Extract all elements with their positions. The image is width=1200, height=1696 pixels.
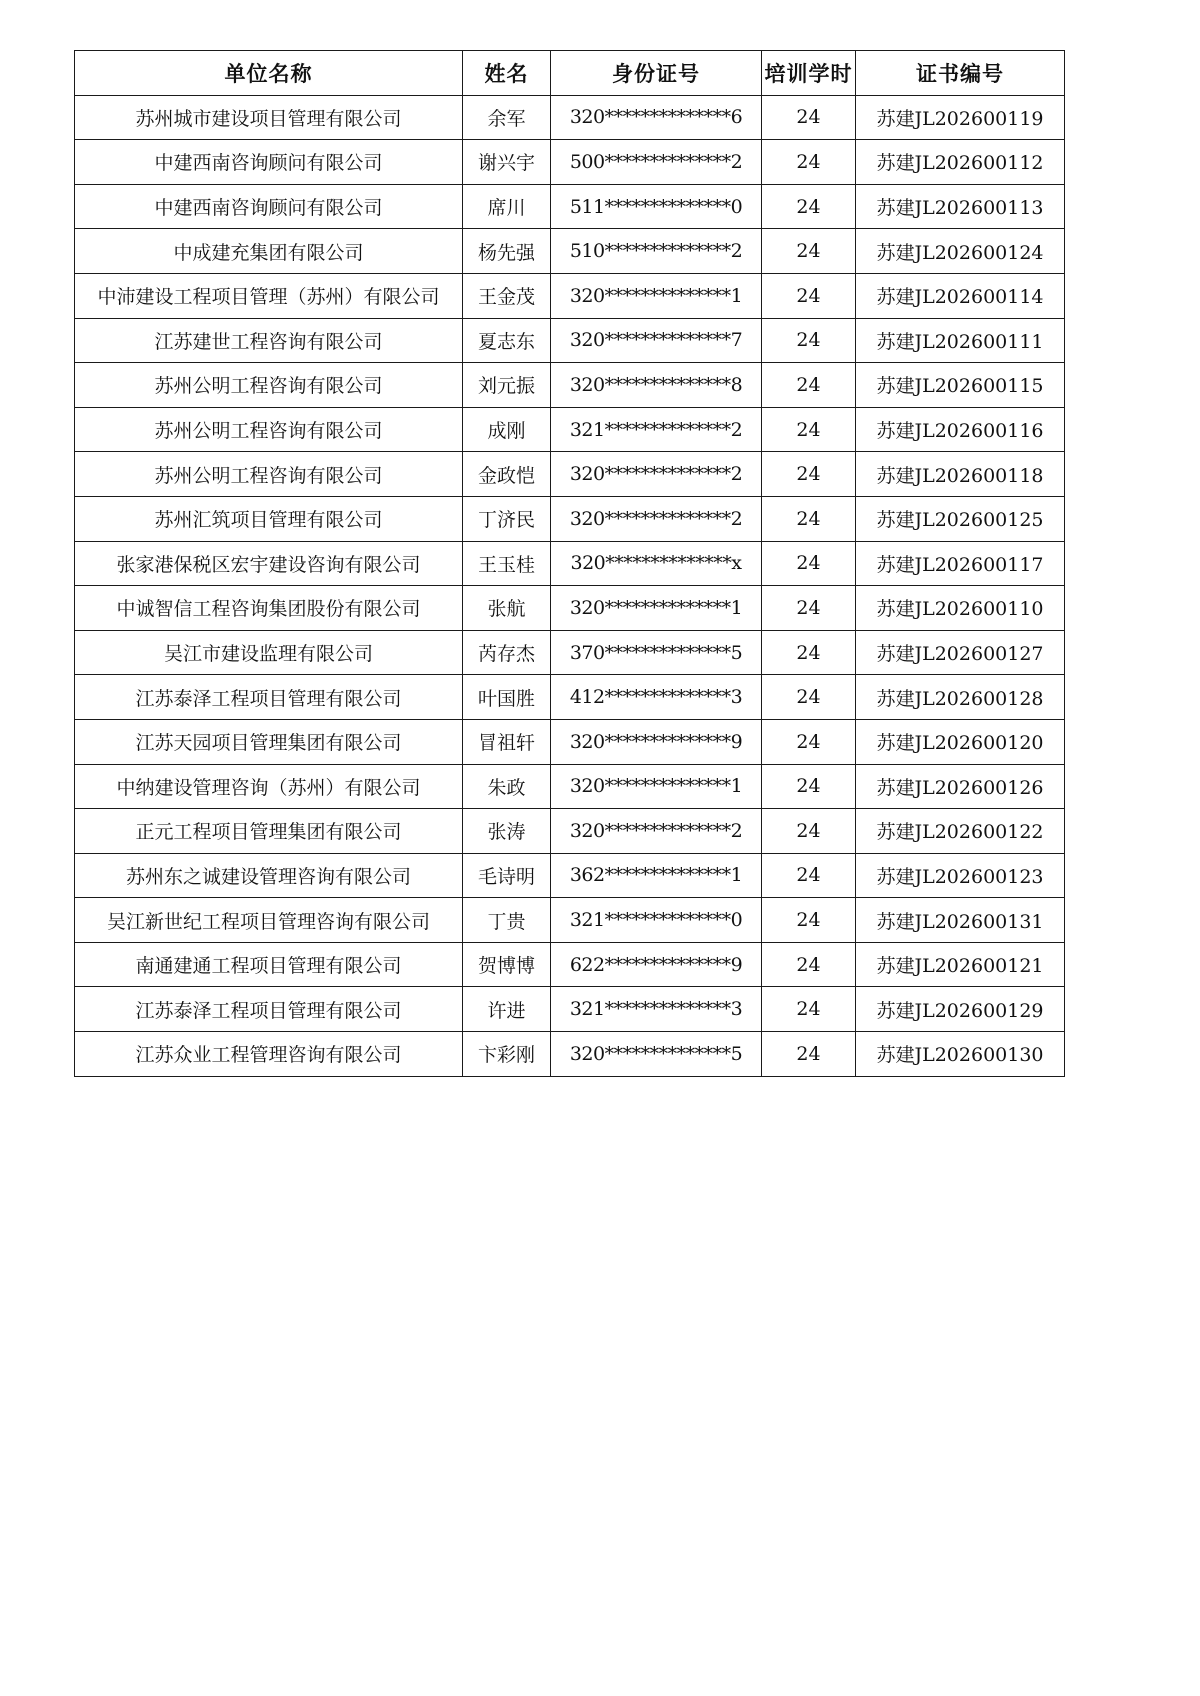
header-company: 单位名称 [75,51,463,96]
name-cell: 叶国胜 [463,675,551,720]
hours-cell: 24 [762,95,856,140]
cert-no-cell: 苏建JL202600124 [856,229,1065,274]
cert-no-cell: 苏建JL202600121 [856,942,1065,987]
cert-no-cell: 苏建JL202600123 [856,853,1065,898]
table-row [75,675,1065,720]
hours-cell: 24 [762,452,856,497]
hours-cell: 24 [762,764,856,809]
hours-cell: 24 [762,407,856,452]
id-number-cell: 320**************7 [551,318,762,363]
company-cell: 苏州公明工程咨询有限公司 [75,452,463,497]
table-row [75,719,1065,764]
id-number-cell: 321**************2 [551,407,762,452]
id-number-cell: 320**************2 [551,809,762,854]
name-cell: 丁济民 [463,496,551,541]
cert-no-cell: 苏建JL202600130 [856,1032,1065,1077]
cert-no-cell: 苏建JL202600119 [856,95,1065,140]
cert-no-cell: 苏建JL202600118 [856,452,1065,497]
id-number-cell: 320**************6 [551,95,762,140]
id-number-cell: 320**************1 [551,764,762,809]
hours-cell: 24 [762,363,856,408]
company-cell: 中成建充集团有限公司 [75,229,463,274]
id-number-cell: 370**************5 [551,630,762,675]
cert-no-cell: 苏建JL202600126 [856,764,1065,809]
cert-no-cell: 苏建JL202600120 [856,719,1065,764]
id-number-cell: 500**************2 [551,140,762,185]
table-row [75,229,1065,274]
table-row [75,363,1065,408]
hours-cell: 24 [762,1032,856,1077]
hours-cell: 24 [762,273,856,318]
table-row [75,184,1065,229]
id-number-cell: 412**************3 [551,675,762,720]
hours-cell: 24 [762,184,856,229]
hours-cell: 24 [762,853,856,898]
hours-cell: 24 [762,719,856,764]
header-name: 姓名 [463,51,551,96]
cert-no-cell: 苏建JL202600114 [856,273,1065,318]
name-cell: 毛诗明 [463,853,551,898]
hours-cell: 24 [762,630,856,675]
cert-no-cell: 苏建JL202600127 [856,630,1065,675]
company-cell: 苏州东之诚建设管理咨询有限公司 [75,853,463,898]
company-cell: 江苏众业工程管理咨询有限公司 [75,1032,463,1077]
company-cell: 苏州公明工程咨询有限公司 [75,363,463,408]
name-cell: 卞彩刚 [463,1032,551,1077]
cert-no-cell: 苏建JL202600131 [856,898,1065,943]
roster-sheet [74,50,1064,1077]
id-number-cell: 321**************3 [551,987,762,1032]
cert-no-cell: 苏建JL202600115 [856,363,1065,408]
hours-cell: 24 [762,318,856,363]
training-certificate-table [74,50,1065,1077]
cert-no-cell: 苏建JL202600112 [856,140,1065,185]
company-cell: 苏州城市建设项目管理有限公司 [75,95,463,140]
table-row [75,987,1065,1032]
cert-no-cell: 苏建JL202600113 [856,184,1065,229]
id-number-cell: 320**************x [551,541,762,586]
cert-no-cell: 苏建JL202600128 [856,675,1065,720]
company-cell: 江苏建世工程咨询有限公司 [75,318,463,363]
company-cell: 苏州汇筑项目管理有限公司 [75,496,463,541]
name-cell: 许进 [463,987,551,1032]
table-row [75,318,1065,363]
company-cell: 中沛建设工程项目管理（苏州）有限公司 [75,273,463,318]
cert-no-cell: 苏建JL202600125 [856,496,1065,541]
hours-cell: 24 [762,140,856,185]
company-cell: 南通建通工程项目管理有限公司 [75,942,463,987]
name-cell: 王金茂 [463,273,551,318]
name-cell: 席川 [463,184,551,229]
company-cell: 江苏天园项目管理集团有限公司 [75,719,463,764]
table-row [75,95,1065,140]
hours-cell: 24 [762,987,856,1032]
name-cell: 张航 [463,586,551,631]
id-number-cell: 320**************1 [551,586,762,631]
name-cell: 成刚 [463,407,551,452]
id-number-cell: 320**************1 [551,273,762,318]
hours-cell: 24 [762,586,856,631]
company-cell: 中建西南咨询顾问有限公司 [75,140,463,185]
hours-cell: 24 [762,675,856,720]
table-row [75,942,1065,987]
table-row [75,452,1065,497]
name-cell: 芮存杰 [463,630,551,675]
cert-no-cell: 苏建JL202600117 [856,541,1065,586]
company-cell: 中建西南咨询顾问有限公司 [75,184,463,229]
id-number-cell: 320**************2 [551,496,762,541]
name-cell: 杨先强 [463,229,551,274]
cert-no-cell: 苏建JL202600122 [856,809,1065,854]
header-hours: 培训学时 [762,51,856,96]
id-number-cell: 320**************9 [551,719,762,764]
company-cell: 江苏泰泽工程项目管理有限公司 [75,987,463,1032]
table-row [75,898,1065,943]
name-cell: 刘元振 [463,363,551,408]
table-body [75,95,1065,1076]
company-cell: 吴江市建设监理有限公司 [75,630,463,675]
table-row [75,630,1065,675]
company-cell: 张家港保税区宏宇建设咨询有限公司 [75,541,463,586]
table-row [75,496,1065,541]
name-cell: 王玉桂 [463,541,551,586]
id-number-cell: 320**************8 [551,363,762,408]
hours-cell: 24 [762,898,856,943]
company-cell: 中诚智信工程咨询集团股份有限公司 [75,586,463,631]
table-row [75,764,1065,809]
header-cert-no: 证书编号 [856,51,1065,96]
hours-cell: 24 [762,496,856,541]
cert-no-cell: 苏建JL202600129 [856,987,1065,1032]
header-row [75,51,1065,96]
cert-no-cell: 苏建JL202600110 [856,586,1065,631]
name-cell: 夏志东 [463,318,551,363]
table-row [75,273,1065,318]
name-cell: 张涛 [463,809,551,854]
name-cell: 丁贵 [463,898,551,943]
hours-cell: 24 [762,541,856,586]
table-row [75,140,1065,185]
table-row [75,541,1065,586]
table-row [75,853,1065,898]
table-row [75,407,1065,452]
company-cell: 江苏泰泽工程项目管理有限公司 [75,675,463,720]
name-cell: 金政恺 [463,452,551,497]
table-row [75,809,1065,854]
hours-cell: 24 [762,809,856,854]
name-cell: 余军 [463,95,551,140]
id-number-cell: 510**************2 [551,229,762,274]
company-cell: 苏州公明工程咨询有限公司 [75,407,463,452]
table-row [75,1032,1065,1077]
cert-no-cell: 苏建JL202600111 [856,318,1065,363]
id-number-cell: 320**************2 [551,452,762,497]
hours-cell: 24 [762,942,856,987]
name-cell: 贺博博 [463,942,551,987]
id-number-cell: 622**************9 [551,942,762,987]
cert-no-cell: 苏建JL202600116 [856,407,1065,452]
company-cell: 吴江新世纪工程项目管理咨询有限公司 [75,898,463,943]
name-cell: 谢兴宇 [463,140,551,185]
header-id-number: 身份证号 [551,51,762,96]
hours-cell: 24 [762,229,856,274]
id-number-cell: 362**************1 [551,853,762,898]
name-cell: 朱政 [463,764,551,809]
company-cell: 中纳建设管理咨询（苏州）有限公司 [75,764,463,809]
id-number-cell: 320**************5 [551,1032,762,1077]
id-number-cell: 511**************0 [551,184,762,229]
name-cell: 冒祖轩 [463,719,551,764]
company-cell: 正元工程项目管理集团有限公司 [75,809,463,854]
table-row [75,586,1065,631]
id-number-cell: 321**************0 [551,898,762,943]
